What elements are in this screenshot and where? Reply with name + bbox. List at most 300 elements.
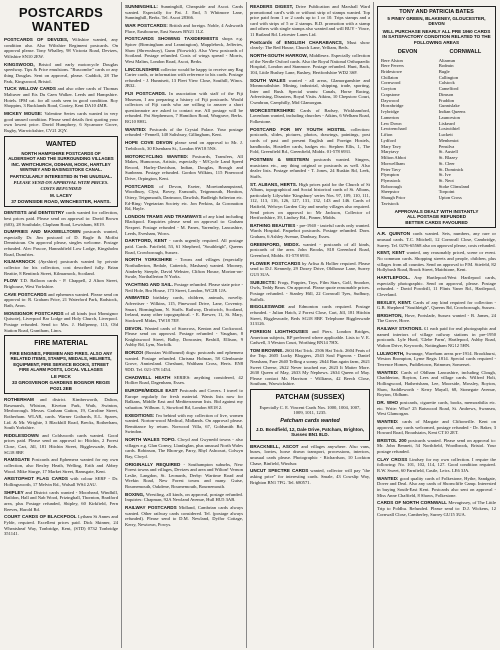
ad-list [250, 4, 370, 387]
place-name: St. Neot [438, 177, 454, 183]
place-name: Cornwood [381, 80, 401, 86]
place-name: Lewtrenchard [381, 126, 407, 132]
box-heading-2: 5 PINEY GREEN, BLAKENEY, GLOUCESTER, DEVON [387, 15, 486, 27]
ad-heading: BIGGLESWADE [250, 304, 285, 310]
ad-text: and Piers. London Bridges, American subjects, RP preferred where applicable. Lists to V. E. Cadwell, 3 Weston Court, Worthing BN14 7HX. [250, 328, 370, 346]
place-name: Calstock [438, 80, 455, 86]
ad-heading: BRISTOL 200 [377, 437, 407, 443]
ad-text: of any kind including Blackpool. Enquiries please send on approval to: Graham Nexpert. Postage refunded - M. Panes, Yaremley, Lancashire, Leeds, Evesham, Worcs. [125, 213, 243, 236]
ad-heading: DR. WHO [377, 399, 399, 405]
place-name: Marytavy [381, 149, 399, 155]
ad-heading: A.R. QUINTON [377, 231, 411, 237]
classified-ad [4, 210, 118, 227]
column-rule [121, 2, 122, 648]
classified-ad [377, 400, 496, 417]
ad-heading: GREENFORD, MIDDX. [250, 241, 300, 247]
ad-text: collector would be happy to receive any Rag Carter cards, or information with reference to his cards. Postage refunded - J. Hunnisett, 13 Fleet View Close, Southill, Wincs. JB32. [125, 66, 243, 89]
classified-ad [377, 250, 496, 272]
ad-heading: EXEDITIONS: [125, 412, 155, 418]
ad-heading: ORIGINALLY REQUIRED [125, 461, 181, 467]
ad-text: £1 each paid for real photographic and named interiors of village railway stations in pre-1950 postcards. Lyle Hurd, 'Glebe Farm', Hartlepool, Ashby Road, Walton Drive, Keyworth, Nottingham NG12 5HN. [377, 326, 496, 349]
ad-heading: HOPE COVE DEVON [125, 140, 173, 146]
ad-text: cards of Margate and Cliftonville. Kent on approval, any cards welcomed, postage refunded - Dr. Baker, 3 Howard Road, Broadstairs, Kent CT10 2ET. [377, 418, 496, 436]
ad-heading: FLOWER POSTCARDS [250, 260, 301, 266]
ad-text: and also other cards of Thomas Maltuver and Ets Du Caen Walker. Leeds and Hampshire. Hotels. IPM cat. for all cards seen in good condition. Roy Shoppins, 3 Bucklands Road, Cootey, Kent DA10 4MB. [4, 86, 118, 109]
box-italic: Patcham cards wanted [280, 417, 340, 424]
ad-list [377, 231, 496, 517]
classified-ad [125, 350, 243, 372]
ad-text: British and foreign. Noble, 4 Ashworth Place, Eastbourne, East Sussex BN21 1LZ. [125, 22, 243, 34]
classified-ad [377, 438, 496, 455]
ad-text: In association with staff of the Fiji Museum, I am preparing a history of Fiji postcards. Would collectors of Fiji cards who are willing to answer a short questionnaire are asked to contact me. All postage will be refunded. Pat Stephenson, 7 Hamilton Road, Wargrave, Berks. RG10 8HG. [125, 91, 243, 125]
classified-ad [377, 275, 496, 297]
place-lists [381, 47, 492, 207]
classified-ad [125, 214, 243, 236]
ad-text: T.D. Balloon cards - P. Chappell, 2 Alton Street, Brighouse, West Yorkshire. [4, 278, 118, 289]
ad-heading: BEXLEY, KENT. [377, 299, 412, 305]
place-name: Lew Down [381, 120, 402, 126]
ad-heading: READERS DIGEST, [250, 4, 294, 9]
classified-ad [4, 111, 118, 133]
ad-heading: KILMARNOCK [4, 259, 36, 265]
ad-heading: RAILWAY POSTCARDS [125, 505, 177, 511]
ad-text: of Devon, Exeter, Moretonhampstead, Woodbury, Clyst, Bovey, Exmouth, Teignmouth, Honiton, Ottery, Teignmouth, Dartmoor, Dawlish, Budleigh Salterton etc. Ed-Ring: Vegetarian Society etc. Jon Perkins, 4a Coronation Rd, Hayle. [125, 183, 243, 212]
ad-text: Lytham St Annes and Fylde, required. Excellent prices paid. Dick Skinner, 24 Wheatsheaf Way, Tonbridge, Kent, (STD) 0732 Tonbridge 351141. [4, 514, 119, 537]
place-name: St. Cleer [438, 160, 455, 166]
ad-heading: DEVON. [125, 325, 143, 331]
place-name: St. Austell [438, 149, 458, 155]
ad-text: Wrestling, all kinds, on approval, postage refunded. Inquiries: Chapman, 92A Newland Avenue, Hull HU5 3AB. [125, 491, 243, 503]
ad-text: Drive Publication and Marshall Ward promotional card's with or without strip of stamps wanted. Top price paid from 1 or 2 cards up to 1 or 10. Trips stamps and a card with strips of 5 or 2 stamps. R.D. promotion with a stamp and others with single stamps also wanted and will BUY - Vince, 11 Rutland Rd. Leicester Lanes Ltd. [250, 4, 370, 37]
box-heading: PATCHAM (SUSSEX) [275, 394, 345, 402]
place-name: Dimson [438, 91, 454, 97]
ad-text: Mevagissey, of The Little Trip to Poldhu. Refunded. Please send to: D.J. Wickens, 12 Cornwall Close, Camberley, Surrey GU15 3UA. [377, 500, 496, 517]
classified-ad [250, 329, 370, 346]
ad-heading: SUNNINGHILL: [125, 4, 158, 9]
classified-ad [250, 223, 370, 240]
ad-text: Wiltshire wanted, any condition also. Also Wiltshire Regiment postcards. On approval please. Tony Whalley, 98 Victoria Road, Devizes, Wiltshire SN10 2EW. [4, 37, 118, 60]
ad-text: Any Hartlepool/West Hartlepool cards, especially photographic. Send on approval, please. Postage refunded. - David Powdrill, 11 Flints Vaner Rd., Hartlepool, Cleveland. [377, 274, 496, 297]
ad-heading: HARTLEPOOL. [377, 274, 410, 280]
ad-heading: WAR POSTCARDS: [125, 22, 168, 28]
ad-heading: RIDDLESDOWN [4, 432, 39, 438]
ad-list [4, 210, 118, 333]
ad-text: with colour SERF - Dr. Hollingsworth, 17 Melvin Rd., Walsall WS4 2AU. [4, 476, 118, 487]
ad-text: Hove, Portslade, Sussex wanted - B. James, 24 The Grove, Hove. [377, 312, 496, 324]
ad-text: 2604 Hat Trick. 2506 Hat Trick. 2604 Feats of the Trip. 2605 Lucky Bloggers, 2543 Soul Pigeons - Daniel Neasham, Fare 2640 Telling a sonny. 2644 Bun again farm, 2621 Sweet Cheese, 2622 Never touched me, 2623 It Matter More. 2630 Queen of May, 2633 My Nephews. 2634 Queen of May. Please contact Mr. Harrison - Williams, 42 Beech Close, Southam, Warwickshire. [250, 347, 370, 387]
classified-ad [377, 457, 496, 474]
ad-text: and Coldsworth cards wanted. Good prices paid. Please send on approval to: Hitchin, 2 Forest Close, Cart, Jill, 181 Hitchin Street, Biggleswade, Beds. SG18 8BF. [4, 432, 118, 455]
place-name: Camelford [438, 86, 459, 92]
ad-text: wanted - postcards of all kinds, postcards of the area. John Brooks, 818 Greenford Road, Greenford, Middx. 01-578 6931. [250, 241, 370, 259]
ad-text: I'm behind with my collection of live, women wanted. Norton-wood Medical, Midlands. On approval please. Remittance by return. Norwood Villa, 67, Goldsmith Rd, Swindon. [125, 412, 243, 435]
place-name: Peter Tavy [381, 166, 401, 172]
place-name: Lamerton [381, 114, 399, 120]
ad-text: Valentine Series cards wanted in very good unused condition. Please send details first quoting your own lowest price. David Humphrey, 6 Sycamore Grove, Rugby, Warwickshire, CV21 2QY. [4, 110, 119, 133]
classified-ad [4, 397, 118, 431]
classified-ad [4, 259, 118, 276]
ad-text: and District cards wanted - Moorhead, Windhill, Baildon, Hall and Nab Wood, Frizinghall, Thornton, Bradford area, plus Postage refunded, Shipley, 60 Kirkfield, Fern Reeves, Harold Rd. [4, 489, 118, 512]
ad-text: Clwyd and Gwynedd towns - also villages e.g. Glan Conwy, Llanfaglan, plus unusual North Wales cards. Robinson, The Rhon-ge, Parry, Rhyl Ashcourt, Colwyn Bay, Clwyd. [125, 437, 243, 459]
ad-heading: BRIGHTON, [377, 312, 403, 318]
ad-text: birthday cards, children, animals, novelty. Advertiser - Wilkins, 115, Pinewood Drive, Lane, Coventry. Smart, Birmingham, N. Staffs. Railway, Droitwich, Scotland, Ireland, many other topographical. - E. Brewer, 11, St. Mary, Stockwell Midas, TW18 7EF. [125, 295, 243, 323]
place-name: Menheniot [438, 137, 459, 143]
ad-text: Postcards, Transfers, All Makes, Humorous, Artistic, especially - M/Cycle Land Speed Record, Harley-Davidson, Indian, Douglas, Brough and Sunbeam. Postage refunded. Gordon Wilkins, 115 Pinewood Drive, Orpington, Kent. [125, 153, 243, 181]
box-signature: J.D. Bondfield, 12, Dale Drive, Patcham, Brighton, Sussex BN1 8LD. [255, 426, 365, 438]
box-footer-3: BETTER CARDS FAVOURED [405, 219, 468, 225]
classified-ad [4, 37, 118, 59]
ad-text: and district. Kimberworth, Dalton, Rawmarsh, Whiston, Kiveton Park, Wath, Swinton, Mexborough. Messrs. Graham Gatton, 19, Caroline Street, Rotherham. WLAR, cards. Warner Gothards, E.L. Spares, Ltd. & Mr. Wrighte, 3 Blackhill Road, Brecks, Rotherham, South Yorkshire. [4, 397, 118, 431]
ad-text: Postcards and Covers. I travel to Europe regularly for fresh material. Wants lists now for Balkans, Middle East and Mediterranean lists. Bid against my valuation. Wilburn. 1, Stowford Rd, London SE18 2. [125, 388, 243, 410]
place-name: Indian Queens [438, 109, 466, 115]
box-signature: M. LACEY [50, 193, 72, 199]
ad-heading: KENT, KENT [377, 250, 405, 256]
place-name: St. Blazey [438, 155, 458, 161]
ad-list [125, 4, 243, 528]
ad-heading: WANTED: [377, 418, 399, 424]
ad-heading: MONSIGNOR POSTCARDS [4, 310, 64, 316]
place-name: Daywood [381, 97, 399, 103]
ad-text: Lindsey for my own collection. I require the following: No. 101, 102, 114, 127. Good condition required. R.W. Sweet, 60 Farnfield, Castle, Leics. LE6 3JA. [377, 456, 496, 474]
ad-text: cards wanted. Sets, numbers, any rare or unusual cards. T.C. Mitchell, 12 Cornwall Close, Cambridge, Surrey. Tel. 0276-65568 also on approval please, costs refunded. [377, 231, 496, 248]
place-name: Lydford [381, 137, 396, 143]
ad-heading: MOTORCYCLING WANTED: [125, 153, 189, 159]
place-name: Ivybridge [381, 109, 399, 115]
classified-ad [4, 514, 118, 536]
place-name: Stoke Climsland [438, 183, 470, 189]
column-2 [123, 4, 245, 530]
place-name: Crapstone [381, 91, 400, 97]
place-name: Tavistock [381, 200, 399, 206]
classified-ad [250, 261, 370, 278]
classified-ad [4, 433, 118, 455]
ad-heading: YACHTING AND SAIL. [125, 281, 173, 287]
classified-ad [250, 304, 370, 326]
place-name: Roborough [381, 183, 402, 189]
ad-text: wanted - all areas, Glamorganshire and Monmouthshire. Mining, industrial, shipping, trade, sporting, Inter and Bush. Special wants: Canals, Horse Racing, Advertising, Disasters, Royal Visits. Atkins, 10 Chepstow Court, Cwmbran, Caerphilly, Mid Glamorgan. [250, 77, 370, 106]
ad-text: Postcards and Ephemera wanted for my own collection, also Bexley Heath, Welling, Erith and Abbey Wood. Mike Sturge, 17 Market Street, Ramsgate, Kent. [4, 457, 118, 474]
classified-ad [377, 326, 496, 348]
classified-ad [125, 375, 243, 386]
place-name: Bridestowe [381, 69, 402, 75]
ad-heading: BRACKNELL, ASCOT [250, 443, 299, 449]
column-3 [248, 4, 372, 487]
ad-heading: MICKEY MOUSE: [4, 110, 43, 116]
box-body-2: PARTICULARLY INTERESTED IN THE UNUSUAL. [10, 173, 112, 179]
ad-text: wanted, collector will pay "the asking price" for interesting cards. Smale, 43 Cowslip Way, Brighton BN1 7FG. Tel. 680571. [250, 468, 370, 485]
ad-text: - Southampton suburbs, New Forest towns and villages, Devizes and area and Wilton! Vernon Leslie, Langdon, St. Leonards, Derby: Wartime Road and Wrekin Road, New Forest towns and many. Guise, Bournemouth, Oakdene, Bournemouth, Bournemouth. [125, 461, 243, 490]
classified-ad [125, 67, 243, 89]
classified-ad [125, 413, 243, 435]
ad-heading: BOXING, [125, 491, 145, 497]
classified-ad [4, 311, 118, 333]
ad-heading: WANTED: [377, 475, 399, 481]
classified-ad [250, 127, 370, 155]
classified-ad [250, 4, 370, 38]
ad-text: Must show clearly: The Red House, Church Lane, Yelliam, Beds. [250, 39, 370, 51]
ad-text: by Arlisa & Hollier required. Please send to D.J. Kennedy, 29 Doxey Drive, Oldhouse Lane, Surrey GU3 3UA. [250, 260, 370, 277]
ad-text: - cards urgently required. All postage paid. Cards. Fairfield, 53, 61 Shepherd, "Southleigh", Queens Road, Crowborough, Sussex. [125, 238, 243, 255]
ad-heading: BORZOI [125, 350, 143, 356]
place-name: Launceston [438, 114, 460, 120]
classified-ad [4, 490, 118, 512]
classified-ad [250, 78, 370, 106]
classified-ad [4, 292, 118, 309]
ad-heading: POSTCARDS [125, 183, 154, 189]
place-name: Bere Ferrers [381, 63, 404, 69]
classified-ad [250, 108, 370, 125]
ad-text: SERIES: anything considered, 42 Hollier Road, Dagenham, Essex. [125, 374, 243, 386]
place-name: Torpoint [438, 189, 455, 195]
ad-text: postcards wanted, especially Dr. Jim postcard of D. Bugle & Moffat Dennistoun. On approval please, singles welcome. Postage refunded. Alec Pascoe, Hannahfield Low Lodge, Kingsholm Road, Dumfries. [4, 229, 118, 257]
ad-heading: TOM BROWNE. [250, 347, 284, 353]
ad-heading: WORCESTERSHIRE: [250, 107, 296, 113]
classified-ad [250, 280, 370, 302]
ad-text: and Edmonton cards required. Postage refunded. - Julian Hatch, 2 Forest Close, Cart, Jill, 181 Hitchin Street, Biggleswade, Beds SG18 8BF. Telephone Biggleswade 313126. [250, 304, 370, 327]
box-body: Especially C. E. Vincent Cards Nos. 1000, 1004, 1007, 1009, 1011, 1235. [259, 404, 361, 416]
boxed-ad-north-hampshire [4, 136, 118, 208]
ad-heading: RAILWAY STATIONS. [377, 326, 423, 332]
classified-ad [250, 157, 370, 179]
ad-text: postcards, cigarette cards, books, memorabilia etc. etc. Write: Who? 25 Batswood Road, St. Andrews, Swansea, West Glamorgan. [377, 399, 496, 417]
ad-heading: DUMFRIES AND MAXWELLTOWN [4, 229, 81, 235]
place-name: Coryton [381, 86, 397, 92]
place-name: Plympton [381, 172, 399, 178]
classified-ad [4, 457, 118, 474]
box-heading: FIRE MATERIAL [34, 340, 88, 348]
box-address: 37 DOWNSIDE ROAD, WINCHESTER, HANTS. [11, 198, 111, 204]
box-signature: LE PECK [51, 374, 71, 380]
classified-ad [125, 127, 243, 138]
list-items [439, 58, 492, 201]
classified-ad [377, 351, 496, 368]
ad-text: (Ayrshire) postcards wanted by private collector for his collection, cost described fully. Brian Beattie, 8 Bentinck Street, Kilmarnock, Scotland. [4, 259, 118, 276]
devon-list [381, 47, 434, 207]
ad-heading: POSTCARDS OF DEVIZES, [4, 37, 69, 43]
classified-ad [377, 370, 496, 398]
classified-ad [125, 4, 243, 21]
ad-list [250, 444, 370, 485]
place-name: Altarnun [438, 57, 456, 63]
classified-ad [250, 53, 370, 75]
classified-ad [125, 388, 243, 410]
boxed-ad-bates [377, 6, 496, 228]
ad-heading: UNCUT SPECTRE CARDS [250, 468, 309, 474]
place-name: Shaugh Prior [381, 195, 406, 201]
place-name: Horrabridge [381, 103, 404, 109]
classified-ad [250, 468, 370, 485]
list-items [381, 58, 434, 207]
ad-heading: POSTMEN & WESTERN [250, 156, 309, 162]
ad-heading: CHADWELL HEATH [125, 374, 171, 380]
classified-ad [125, 437, 243, 459]
ad-text: cards wanted for collection, best prices paid. Please send on approval to: David Brown (603), 28 Southdale, Clapham Road, Lewisham, SE19. [4, 210, 118, 227]
place-name: Plymstock [381, 177, 401, 183]
classified-ad [125, 140, 243, 151]
box-body: NORTH HAMPSHIRE POSTCARDS OF ALDERSHOT AND THE SURROUNDING VILLAGES INC. WHITCHURCH, ODIHAM, HOOK, HARTLEY WINTNEY AND BASINGSTOKE CANAL. [8, 151, 114, 173]
ad-heading: CARDS OF NORTH CORNWALL [377, 500, 447, 506]
ad-heading: CAVE POSTCARDS [4, 291, 47, 297]
classified-ad [250, 182, 370, 221]
place-name: Chillaton [381, 74, 399, 80]
classified-ad [4, 62, 118, 84]
classified-ad [4, 86, 118, 108]
box-address: 33 GROSVENOR GARDENS BOGNOR REGIS PO21 2EB [11, 379, 111, 391]
ad-heading: FOREIGN LIGHTHOUSES [250, 328, 309, 334]
ad-text: Bristol and early motorcycle Douglas speedway. Tips & Price emulsions. "Ruscombe" cards or any thing Douglas. Sent on approval, please. Caddick, 28 The Park, Kingswood, Bristol. [4, 61, 118, 84]
place-name: Morwellham [381, 160, 405, 166]
classified-ad [125, 492, 243, 503]
ad-heading: NORTH YORKSHIRE [125, 257, 172, 263]
ad-text: Cards of Badsey, Wickhamford, Lavenham wanted, including churches - Atkins, 6 Welham Road, Folkestone. [250, 107, 370, 125]
box-footer-1: APPROVALS DEALT WITH INSTANTLY [394, 208, 479, 214]
ad-text: please send on approval to Mr. J. Trebilcock, 30 Elsenham St., London SW18 5NS. [125, 140, 243, 151]
list-header: CORNWALL [449, 48, 482, 55]
column-rule [246, 2, 247, 648]
ad-text: Swanage, Wareham areas pre-1914. Brookhurst, Weston Brompton, Lyme Regis 1814. Special cards required - Terrence Homes, Puddletown, Brimmer, Somerset. [377, 350, 496, 368]
classified-ad [250, 242, 370, 259]
ad-text: Postcards of the Crystal Palace. Your postage refunded - Fennell, 140 Salisbury, Gillingham, Kent. [125, 126, 243, 138]
ad-text: High prices paid for the Church of St Albans, topographical and Social historical cards of St. Albans, particularly Lilywhite 'Kingsbury' series Nos. 97, 109, 110, 111, 112, 113, 116, 126, 127, 131, 132, 143 and 146. Cards of Hatfield, Welwyn Garden City and nearby villages also required. Send prices on approval to: Mr Jackson, Collector of Hertfordshire, 39, Lindsey Rd., Pinner, Middx. [250, 181, 371, 221]
place-name: Lostwithiel [438, 126, 460, 132]
classified-ad [250, 40, 370, 51]
ad-heading: COURT CARDS OF BLACKPOOL [4, 514, 77, 520]
ad-heading: ROTHERHAM [4, 397, 34, 403]
ad-text: postcards wanted. Singers, musicians etc., any thing original or postcards as well. Also dealer lists. Postage refunded - T. Jones, 24 Ruskin Rd, Leek, Staffs. [250, 156, 370, 179]
ad-heading: BATHING BEAUTIES [250, 222, 296, 228]
ad-text: Frogs, Poppies, Toys, Film Stars, Golf, Snooker, Owls, Teddy Bears. On approval. Please quote reasonable prices. Postage refunded. - Stanley Hill, 22 Cornwall Tyes, Sudbury, Suffolk. [250, 279, 370, 302]
ad-heading: FLOW [4, 278, 18, 284]
classified-ad [377, 313, 496, 324]
classified-ad [4, 278, 118, 289]
place-name: Upton Cross [438, 195, 462, 201]
place-name: Gunnislake [438, 103, 460, 109]
ad-text: of all kinds (not Monsignor Quixote), Liverpool Bar Lodge and Holy Church, Liverpool. Postage refunded. Send to: Mrs. J. Halfpenny, 113, Old Station Road, Grantham, Lincs. [4, 310, 118, 333]
ad-text: Middlesex. Especially collection of the Nerdle Oxford cards. Also the Royal National Orthopaedic Hospital, London and Stanmore. Postage refunded. Hunt, Back, 104, Little Bushey Lane, Bushey, Hertfordshire WD2 3SF. [250, 53, 371, 75]
ad-heading: DENTISTS and DENTISTRY [4, 210, 65, 216]
ad-text: (Russian Wolfhound) dogs: postcards and ephemera wanted. Postage refunded. Chrisma Holman, 58 Glenburnie Grove, Anniesland. Cheshunt, Waltham Cross, Herts. EN8 9DD. Tel. 021-378 1454. [125, 350, 243, 372]
ad-heading: FIJI POSTCARDS. [125, 91, 167, 97]
ad-text: Postage refunded. Please state price - Neil Hole, Bra House, 173 Street, London, WC2R 1JA. [125, 281, 243, 293]
place-name: St. Dominick [438, 166, 464, 172]
ad-text: Midland, Cambrian cards always wanted. Other railway cards considered. Tel. (postage always refunded). Please send to D.M. Newland, Dyffor Cottage, Kerry, Newtown, Powys. [125, 505, 243, 527]
ad-list [4, 397, 118, 537]
place-name: Fraddon [438, 97, 455, 103]
classified-ad [125, 257, 243, 279]
cornwall-list [439, 47, 492, 207]
ad-text: Wanted cards of Starcross, Kenton and Cockwood. Please send on approval. Postage refunded - Vaughan, 8 Knightswood Street, Balby, Doncaster, Bexhill, Ellison, 9 Ashby Rd, Lym, Norfolk. [125, 325, 243, 348]
classified-ad [4, 476, 118, 487]
ad-heading: RAMSGATE [4, 457, 30, 463]
ad-text: shops e.g. Spicer (Birmingham and Leamington), Mapplebeck, Jefferies, Shaw (Shrewsbury), Gunn (Norwich). Also View postcards of Scotland. Postage refunded. Costs of wings spread - Morris, West Malins, London Road, Ascot, Berks. [125, 36, 243, 64]
ad-heading: POSTCARDS SHOWING TAXIDERMISTS [125, 36, 219, 42]
ad-heading: LINCOLNSHIRE [125, 66, 160, 72]
box-body: WILL PURCHASE NEARLY ALL PRE 1960 CARDS IN SATISFACTORY CONDITION RELATED TO THE FOLLOWING AREAS [382, 28, 491, 46]
ad-heading: ARISTOPHOT FLAG CARDS [4, 476, 68, 482]
ad-text: Cards of any kind required for collection - G.B. Shepherd "Southleigh", Queens Rd, Crowborough, Sussex. [377, 299, 496, 311]
ad-heading: DARTFORD, KENT [125, 238, 167, 244]
classified-ad [4, 229, 118, 257]
ad-heading: Postcards of ENGLISH CHARABANCS, [250, 39, 344, 45]
ad-text: and ephemera wanted. Please send on approval to: R. Graham Price, 21 Waterford Park, Radstock, Bath, Avon. [4, 291, 118, 308]
ad-text: collection: postcards, slides, pictures, photos, drawings, paintings, post cards of past and present English and Foreign Hostels, handbooks, Hosteller cards, badges etc. Stephen Ellis, 1, The Fold, Greenfield Rd., Greenfield, Middx. 01-578 6931. [250, 126, 370, 155]
classified-ad [125, 154, 243, 182]
ad-heading: SHIPLEY [4, 489, 24, 495]
ad-heading: CLAY CROSS [377, 456, 408, 462]
place-name: Liskeard [438, 120, 455, 126]
ad-text: - Towns and villages (especially Northallerton, Bedale, Catterick, Masham) wanted. Mooney, Ainderby Steeple, David Webster, Clifton House, Morton-on-Swale, Northallerton N Yorks. [125, 257, 243, 280]
ad-list [4, 37, 118, 133]
classified-ad [125, 36, 243, 64]
place-name: St. Ive [438, 172, 451, 178]
ad-text: postcards wanted. Please send on approval to: Mr. John Bennett, 54 Northfield, Woodbrook, Bristol. Your postage refunded. [377, 437, 496, 455]
column-rule [373, 2, 374, 648]
boxed-ad-patcham [250, 389, 370, 441]
classified-ad [125, 91, 243, 125]
box-heading: WANTED [45, 140, 77, 148]
classified-ad [377, 419, 496, 436]
ad-heading: LONDON TRAMS AND TRAMWAYS [125, 213, 202, 219]
place-name: Callington [438, 74, 459, 80]
ad-text: - pre-1940 - tasteful cards only wanted. Wards Hospital. Paquebot postcards. Postage refunded. Dorn. Graham, 6 Ashley Avenue, Danbury, Essex. [250, 222, 370, 240]
place-name: Pensilva [438, 143, 455, 149]
place-name: Mary Tavy [381, 143, 402, 149]
classified-ad [125, 505, 243, 527]
ad-heading: WANTED: [125, 126, 147, 132]
box-body-3: PLEASE SEND ON APPROVAL WITH PRICES. COSTS REFUNDED [13, 179, 109, 191]
ad-heading: ANIMATED [125, 295, 149, 301]
column-1 [2, 4, 120, 539]
classified-ad [125, 23, 243, 34]
ad-heading: WANTED: [377, 369, 399, 375]
ad-heading: TUCK WILLOW CARDS [4, 86, 56, 92]
ad-heading: NORTH-SOUTH HARROW, [250, 53, 308, 59]
list-header: DEVON [397, 48, 418, 55]
ad-heading: SUBJECTS: [250, 279, 277, 285]
ad-text: and villages anywhere. Also vans, buses, lorries, horse drawn transport, processions, interiors, unusual cards please. Photographic - Richardson, 10 Lockton Chase, Binfield, Windsor. [250, 443, 370, 466]
boxed-ad-fire-material [4, 335, 118, 394]
column-4 [375, 4, 498, 519]
classified-ad [377, 476, 496, 498]
ad-heading: POSTCARD FOR MY YOUTH HOSTEL [250, 126, 346, 132]
ad-heading: SOUTH WALES [250, 77, 286, 83]
box-footer-2: ALL POSTAGE REFUNDED [406, 214, 467, 220]
classified-ad [125, 326, 243, 348]
place-name: Milton Abbot [381, 155, 406, 161]
classified-ad [377, 500, 496, 517]
classified-ad [250, 444, 370, 466]
classified-ad [250, 348, 370, 387]
box-heading-1: TONY AND PATRICIA BATES [399, 9, 474, 15]
place-name: Lifton [381, 132, 393, 138]
place-name: Bere Alston [381, 57, 403, 63]
ad-heading: ST. ALBANS, HERTS. [250, 181, 298, 187]
section-title: POSTCARDS WANTED [18, 5, 104, 34]
classified-ad [125, 282, 243, 293]
classified-ad [377, 300, 496, 311]
place-name: Bodmin [438, 63, 454, 69]
ad-heading: EUROPE/MIDDLE EAST [125, 388, 178, 393]
classified-ad [125, 238, 243, 255]
place-name: Sheepstor [381, 189, 400, 195]
classified-ad [125, 184, 243, 212]
box-body: FIRE ENGINES, FIREMEN AND FIRES. ALSO ANY RELATED ITEMS, STAMPS, MEDALS, HELMETS, EQUIPMENT, FIRE SERVICE BOOKS, STREET FIRE ALARM POSTS, LOCAL VILLAGES [9, 350, 113, 372]
ad-heading: LULWORTH, [377, 350, 405, 356]
ad-text: Cards of Oldham Lancashire, including Clough, Chadderton, Royton, Lees and village cards. Wilfred Holt, Hollingwood, Hatherisham, Lee, Moorside, Mossley, Royton, Shaw, Saddleworth - Kerry Mayall, 68, Stonegate Avenue, Royton, Oldham. [377, 369, 496, 398]
ad-text: good quality cards of Folkestone, Hythe, Sandgate, Dover and Deal. Also any cards of Shorncliffe Camp. Interested in buying South-East Kent. Postcards also sent on approval - Miss Anne Chaffield, 8 Shaws, Folkestone. [377, 475, 496, 498]
classified-ad [377, 231, 496, 248]
classified-ad [125, 462, 243, 490]
